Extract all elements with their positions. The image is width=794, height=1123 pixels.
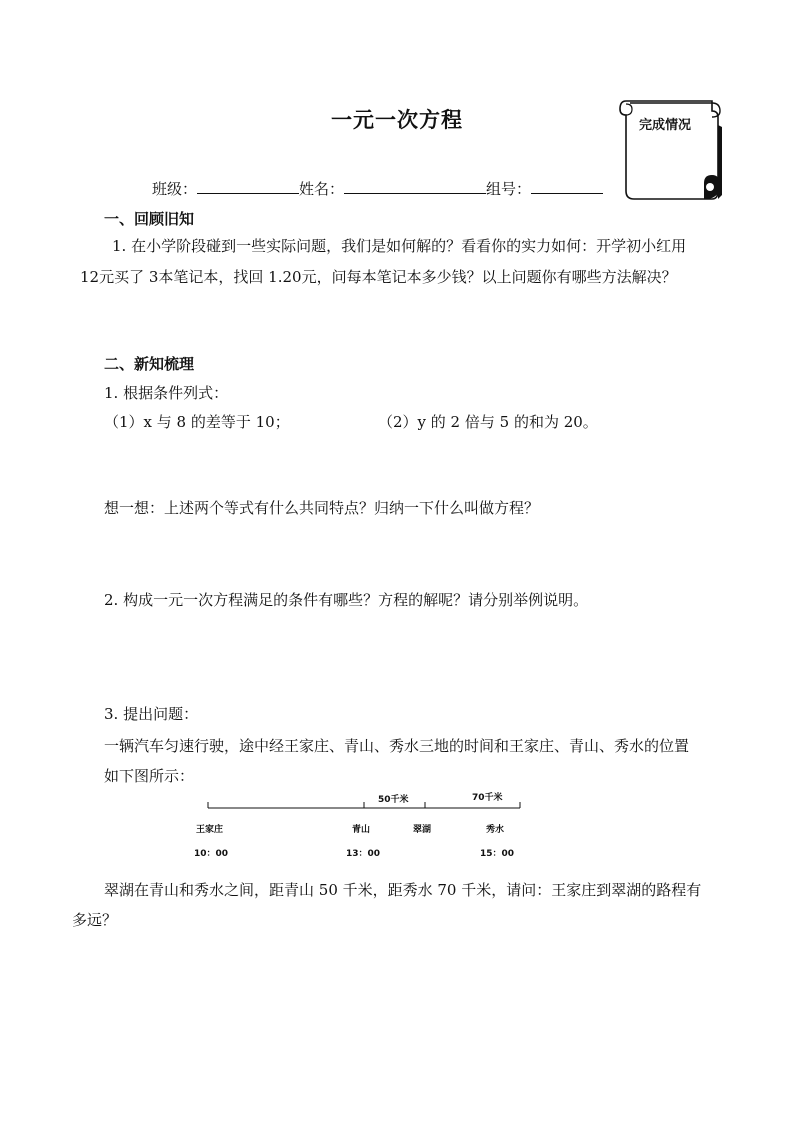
- class-blank[interactable]: [197, 179, 299, 194]
- distance-label-70: 70千米: [472, 793, 503, 803]
- page-title: 一元一次方程: [331, 107, 463, 132]
- question-1-line-1: 1. 在小学阶段碰到一些实际问题，我们是如何解的？看看你的实力如何：开学初小红用: [112, 237, 687, 255]
- place-wangjiazhuang: 王家庄: [196, 825, 224, 835]
- question-line-2: 多远？: [72, 911, 118, 929]
- class-label: 班级：: [152, 180, 198, 198]
- name-label: 姓名：: [299, 180, 345, 198]
- student-info-line: [152, 178, 603, 199]
- scroll-badge-icon: [612, 95, 724, 205]
- item-2: 2. 构成一元一次方程满足的条件有哪些？方程的解呢？请分别举例说明。: [104, 591, 589, 609]
- item-1: 1. 根据条件列式：: [104, 384, 229, 402]
- time-wangjiazhuang: 10：00: [194, 849, 229, 859]
- time-qingshan: 13：00: [346, 849, 381, 859]
- think-question: 想一想：上述两个等式有什么共同特点？归纳一下什么叫做方程？: [104, 499, 540, 517]
- group-blank[interactable]: [531, 179, 603, 194]
- place-xiushui: 秀水: [486, 825, 505, 835]
- section-heading-review: 一、回顾旧知: [104, 210, 195, 228]
- sub-item-1: （1）x 与 8 的差等于 10；: [104, 413, 290, 431]
- question-1-line-2: 12元买了 3本笔记本，找回 1.20元，问每本笔记本多少钱？以上问题你有哪些方法解决？: [80, 268, 677, 286]
- question-line-1: 翠湖在青山和秀水之间，距青山 50 千米，距秀水 70 千米，请问：王家庄到翠湖的路程有: [104, 881, 702, 899]
- distance-label-50: 50千米: [378, 795, 409, 805]
- group-label: 组号：: [486, 180, 532, 198]
- item-3: 3. 提出问题：: [104, 705, 199, 723]
- completion-status-label: 完成情况: [638, 118, 691, 133]
- problem-line-1: 一辆汽车匀速行驶，途中经王家庄、青山、秀水三地的时间和王家庄、青山、秀水的位置: [104, 737, 690, 755]
- problem-line-2: 如下图所示：: [104, 767, 195, 785]
- place-cuihu: 翠湖: [413, 825, 432, 835]
- sub-item-2: （2）y 的 2 倍与 5 的和为 20。: [378, 413, 598, 431]
- place-qingshan: 青山: [352, 825, 371, 835]
- section-heading-new-knowledge: 二、新知梳理: [104, 355, 195, 373]
- route-diagram: [190, 786, 530, 866]
- name-blank[interactable]: [344, 179, 486, 194]
- time-xiushui: 15：00: [480, 849, 515, 859]
